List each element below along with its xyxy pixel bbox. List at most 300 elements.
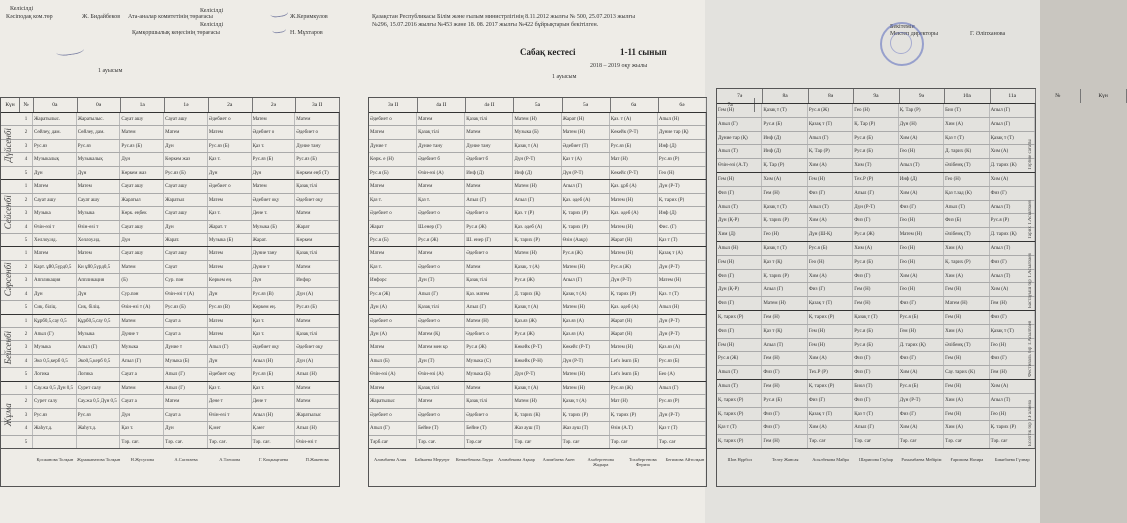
schedule-cell: Жаратыл: [164, 194, 208, 207]
schedule-cell: Әдебиет о: [417, 207, 465, 220]
schedule-cell: Тәр. сағ: [562, 436, 610, 449]
schedule-cell: Рус.я (Б): [899, 311, 944, 325]
schedule-cell: Гео (Н): [990, 339, 1035, 353]
schedule-cell: Тәр. сағ: [990, 435, 1035, 449]
schedule-cell: Рус.я (Ж): [513, 328, 561, 341]
schedule-cell: Гем (Н): [717, 104, 762, 118]
schedule-cell: Қазақ тілі: [295, 247, 339, 260]
schedule-cell: Биол (Т): [853, 380, 898, 394]
schedule-cell: Матем: [369, 247, 417, 260]
schedule-cell: Матем (Н): [562, 368, 610, 381]
approved-label: Бекітемін: [890, 24, 915, 30]
schedule-cell: Дүн (Р-Т): [513, 368, 561, 381]
schedule-cell: Дүн (Т): [417, 274, 465, 287]
schedule-row: [1, 314, 339, 328]
lesson-number: 4: [19, 288, 33, 301]
schedule-cell: Логика: [33, 368, 77, 381]
schedule-cell: Әдебиет о: [369, 113, 417, 126]
schedule-cell: Матем (Н): [513, 180, 561, 193]
teacher-row: [369, 448, 706, 487]
teacher-row: [1, 448, 339, 487]
schedule-row: [1, 166, 339, 180]
schedule-cell: Гео (Н): [899, 256, 944, 270]
schedule-cell: Хим (А): [853, 242, 898, 256]
schedule-row: [1, 246, 339, 260]
schedule-cell: Қаз. ұрб (А): [610, 180, 658, 193]
schedule-grades: 1-11 сынып: [620, 47, 667, 57]
schedule-cell: Матем: [77, 180, 121, 193]
schedule-cell: Рус.я (Б): [369, 234, 417, 247]
schedule-cell: Қазақ т (Т): [762, 201, 807, 215]
schedule-cell: Гем (Н): [944, 311, 989, 325]
schedule-row: [369, 152, 706, 166]
schedule-cell: Көкейс (Р-Т): [610, 167, 658, 180]
mid-signature: [269, 6, 288, 18]
schedule-cell: Дүн (Ш-Қ): [808, 228, 853, 242]
schedule-cell: Сау. тарих (К): [944, 366, 989, 380]
schedule-cell: Сауат ашу: [33, 194, 77, 207]
schedule-cell: Қазақ. т (А): [513, 261, 561, 274]
schedule-cell: Өзін-өзі (А): [369, 368, 417, 381]
schedule-cell: Дүние т: [164, 341, 208, 354]
column-header: 3а II: [295, 98, 340, 112]
schedule-cell: Әдебиет о: [369, 409, 417, 422]
schedule-cell: Матем: [465, 180, 513, 193]
lesson-number: 2: [19, 126, 33, 139]
schedule-cell: Хим (А): [990, 283, 1035, 297]
schedule-cell: Қ.мег: [208, 422, 252, 435]
schedule-cell: Гем (Н): [808, 173, 853, 187]
schedule-cell: Әдебиет о: [208, 180, 252, 193]
schedule-cell: Қаз т.зад (К): [944, 187, 989, 201]
schedule-cell: Тәр.сағ: [465, 436, 513, 449]
schedule-row: [369, 421, 706, 435]
schedule-cell: Гем (Н): [899, 325, 944, 339]
schedule-cell: Дене т.: [252, 207, 296, 220]
schedule-cell: Рус.я (Ж): [369, 288, 417, 301]
schedule-cell: Қ. тарих (Р): [717, 311, 762, 325]
schedule-cell: Тәр. сағ: [610, 436, 658, 449]
schedule-row: [1, 354, 339, 368]
schedule-cell: Тех.Р (Р): [853, 173, 898, 187]
schedule-cell: Апыл (Г): [77, 341, 121, 354]
schedule-cell: Музыка (Б): [208, 234, 252, 247]
column-header: 8а: [762, 89, 808, 103]
order-line-2: №296, 15.07.2016 жылғы №453 және 18. 08. 2017 жылғы №422 бұйрықтарын бекітілген.: [372, 22, 599, 28]
schedule-cell: Сурет салу: [77, 382, 121, 395]
schedule-row: [1, 179, 339, 193]
schedule-cell: Рус.я (Б): [853, 339, 898, 353]
schedule-row: [369, 287, 706, 301]
mid-agreed-name-2: Н. Мұхтаров: [290, 30, 323, 36]
schedule-cell: Көкейс (Р-Т): [562, 341, 610, 354]
schedule-cell: Матем мен кр: [417, 341, 465, 354]
schedule-cell: Матем: [208, 247, 252, 260]
schedule-cell: Қаз. әдеб (А): [562, 194, 610, 207]
schedule-row: [1, 300, 339, 314]
schedule-cell: Рус.яз (Р): [658, 395, 706, 408]
schedule-cell: Гем (Н): [762, 187, 807, 201]
schedule-cell: Көркем ең.: [252, 301, 296, 314]
schedule-cell: Жаратылыс: [369, 395, 417, 408]
schedule-row: [1, 139, 339, 153]
schedule-cell: Матем: [208, 315, 252, 328]
schedule-cell: Қазақ тілі: [417, 301, 465, 314]
schedule-row: [369, 233, 706, 247]
schedule-cell: Қаз. әдеб (А): [513, 221, 561, 234]
schedule-cell: Хим (А): [990, 145, 1035, 159]
schedule-cell: Қаз.яз (А): [658, 341, 706, 354]
schedule-cell: Матем: [164, 395, 208, 408]
schedule-cell: Қазақ тілі: [417, 126, 465, 139]
schedule-cell: Дүн (А): [369, 328, 417, 341]
schedule-row: [717, 117, 1035, 132]
schedule-cell: Апыл (Б): [369, 355, 417, 368]
schedule-cell: Физ (Г): [808, 283, 853, 297]
schedule-cell: Жарат (Н): [610, 328, 658, 341]
schedule-cell: Қазақ т (Т): [853, 311, 898, 325]
schedule-cell: Матем: [465, 126, 513, 139]
schedule-cell: Дүние тану: [252, 247, 296, 260]
schedule-cell: Көрк. еңбек: [120, 207, 164, 220]
schedule-cell: Қаз т (Қ): [762, 256, 807, 270]
schedule-cell: Дүн (Р-Т): [562, 355, 610, 368]
schedule-cell: Физ (Г): [808, 394, 853, 408]
schedule-cell: Музыка: [77, 207, 121, 220]
schedule-cell: Жарат. т: [208, 221, 252, 234]
schedule-cell: Гем (Н): [944, 408, 989, 422]
schedule-cell: Гео (Н): [762, 228, 807, 242]
schedule-cell: Музыка (Б): [513, 126, 561, 139]
schedule-cell: Қаз.яз (А): [562, 315, 610, 328]
schedule-cell: Әдебиет о: [208, 113, 252, 126]
schedule-cell: Рус.я (Б): [369, 167, 417, 180]
schedule-cell: Матем (Н): [658, 274, 706, 287]
schedule-cell: Жарат (Н): [610, 234, 658, 247]
schedule-cell: Әдебиет о: [417, 261, 465, 274]
schedule-cell: Сөйлеу, дам.: [77, 126, 121, 139]
schedule-row: [369, 273, 706, 287]
schedule-cell: Қаз т (Т): [853, 408, 898, 422]
schedule-row: [1, 367, 339, 381]
day-label: Сейсенбі: [3, 195, 13, 230]
schedule-cell: Қ.мег: [252, 422, 296, 435]
schedule-cell: Музыка: [33, 341, 77, 354]
schedule-cell: Хим (А): [944, 394, 989, 408]
column-header: 11а: [990, 89, 1036, 103]
schedule-cell: Жарат.: [252, 234, 296, 247]
schedule-cell: Қазақ т (Т): [990, 132, 1035, 146]
column-header: 5а: [513, 98, 562, 112]
teacher-name: Ғарипова Назира: [950, 457, 984, 462]
schedule-cell: Қ. тарих (Р): [658, 194, 706, 207]
schedule-cell: Музыка (Б): [252, 221, 296, 234]
schedule-cell: Рус.яз (Б): [120, 140, 164, 153]
schedule-cell: Дүн (Р-Т): [899, 394, 944, 408]
schedule-cell: Рус.я (Б): [853, 145, 898, 159]
schedule-cell: Матем: [33, 180, 77, 193]
schedule-cell: Матем: [417, 395, 465, 408]
schedule-cell: Хим (А): [899, 421, 944, 435]
schedule-cell: Сауат а: [120, 395, 164, 408]
schedule-cell: Рус.яз (Ж): [610, 382, 658, 395]
schedule-cell: Қ. тарих (Р): [610, 409, 658, 422]
schedule-cell: Әдебиет о: [465, 409, 513, 422]
schedule-row: [369, 408, 706, 422]
schedule-row: [717, 103, 1035, 118]
schedule-cell: Рус.я (Ж): [513, 274, 561, 287]
approved-role: Мектеп директоры: [890, 31, 939, 37]
left-agreed-role: Кәсіподақ ком.төр: [6, 14, 53, 20]
schedule-cell: Сауат ашу: [120, 221, 164, 234]
schedule-cell: Қаз.яз (А): [562, 328, 610, 341]
column-header: 4а II: [417, 98, 466, 112]
column-header: 6ә: [658, 98, 707, 112]
schedule-row: [369, 300, 706, 314]
schedule-cell: Тәр. сағ: [944, 435, 989, 449]
schedule-cell: Сиқ. біліц.: [33, 301, 77, 314]
schedule-cell: Апыл (Г): [853, 421, 898, 435]
schedule-cell: Қаз. әдеб (А): [610, 301, 658, 314]
schedule-cell: Қ. тарих (К): [513, 409, 561, 422]
schedule-row: [717, 365, 1035, 380]
schedule-cell: Эко 0,5,керб 0,5: [33, 355, 77, 368]
schedule-cell: Апыл (Г): [853, 187, 898, 201]
schedule-cell: Гем (Н): [762, 435, 807, 449]
schedule-cell: Дүн: [33, 167, 77, 180]
schedule-cell: Гем (Н): [808, 339, 853, 353]
schedule-cell: Матем (Н): [762, 297, 807, 311]
schedule-cell: Қаз т.: [417, 194, 465, 207]
schedule-cell: Тәр. сағ: [658, 436, 706, 449]
column-header: 8ә: [808, 89, 854, 103]
schedule-cell: Апыл (Г): [208, 341, 252, 354]
schedule-cell: Қаз. т (А): [610, 113, 658, 126]
schedule-cell: Қ. тарих (Р): [808, 311, 853, 325]
schedule-cell: Көрк. е (Н): [369, 153, 417, 166]
schedule-cell: Құрб0,5,сау 0,5: [77, 315, 121, 328]
schedule-cell: Апыл (Т): [717, 380, 762, 394]
schedule-cell: Апыл (Г): [562, 274, 610, 287]
teacher-name: А.Сагатаева: [174, 457, 198, 462]
schedule-cell: Апыл (Н): [252, 409, 296, 422]
schedule-cell: Let's learn (Б): [610, 355, 658, 368]
schedule-cell: Рус.я (Ж): [562, 247, 610, 260]
left-agreed-name: Ж. Бидайбеков: [82, 14, 121, 20]
schedule-cell: Қаз т.: [252, 382, 296, 395]
schedule-cell: Хеллоу.ид.: [77, 234, 121, 247]
schedule-cell: Апыл (Т): [944, 201, 989, 215]
schedule-cell: Дүн: [33, 288, 77, 301]
schedule-row: [1, 435, 339, 449]
schedule-cell: Апыл (Г): [164, 368, 208, 381]
schedule-cell: Матем: [77, 247, 121, 260]
schedule-cell: Физ (Г): [853, 270, 898, 284]
schedule-cell: Дүние тар (Қ): [658, 126, 706, 139]
schedule-cell: Гео (Н): [899, 145, 944, 159]
schedule-cell: Көркем жаз: [120, 167, 164, 180]
column-header: 2а: [208, 98, 253, 112]
schedule-cell: Апыл (Т): [990, 270, 1035, 284]
schedule-cell: Хим (А): [899, 187, 944, 201]
schedule-cell: Жаратылыс: [295, 409, 339, 422]
side-note: Фестиваль бір Т.Асылбаев: [1028, 320, 1033, 377]
schedule-cell: Матем (Н): [513, 247, 561, 260]
schedule-cell: Қаз т (Т): [944, 132, 989, 146]
column-header: 3ә II: [369, 98, 418, 112]
schedule-cell: Физ (Г): [762, 421, 807, 435]
schedule-cell: Дүн: [208, 288, 252, 301]
schedule-cell: Жарат: [295, 221, 339, 234]
schedule-cell: (Б): [120, 274, 164, 287]
lesson-number: 5: [19, 301, 33, 314]
schedule-cell: Фис. (Г): [658, 221, 706, 234]
schedule-cell: Ки ұй0,5үрд0,5: [77, 261, 121, 274]
schedule-cell: Қ. тарих (Р): [513, 234, 561, 247]
schedule-cell: Өзін-өзі (А.Т): [717, 159, 762, 173]
schedule-cell: Матем (Н): [899, 228, 944, 242]
schedule-row: [717, 296, 1035, 311]
schedule-cell: Қ. тарих (Р): [717, 408, 762, 422]
schedule-cell: Қазақ тілі: [465, 274, 513, 287]
schedule-cell: Рус.яз (В): [252, 288, 296, 301]
schedule-row: [1, 125, 339, 139]
schedule-cell: Әдебиет оқу: [208, 368, 252, 381]
schedule-cell: Сур. пән: [164, 274, 208, 287]
schedule-row: [369, 206, 706, 220]
schedule-cell: Өзін-өзі т (А): [120, 301, 164, 314]
schedule-cell: Физ (Г): [990, 256, 1035, 270]
schedule-cell: Матем: [120, 261, 164, 274]
schedule-cell: Физ (Г): [808, 187, 853, 201]
lesson-number: 3: [19, 140, 33, 153]
schedule-cell: Гем (Н): [762, 352, 807, 366]
schedule-cell: Көркем: [295, 234, 339, 247]
schedule-cell: Хим (Т): [853, 159, 898, 173]
schedule-cell: Матем: [208, 328, 252, 341]
schedule-cell: Матем: [417, 247, 465, 260]
schedule-cell: Музыкалық: [77, 153, 121, 166]
schedule-cell: Хеллоу.ид.: [33, 234, 77, 247]
schedule-cell: Қаз т.: [208, 207, 252, 220]
lesson-number: 5: [19, 234, 33, 247]
schedule-cell: Матем: [120, 126, 164, 139]
schedule-cell: Қаз т (А): [562, 153, 610, 166]
schedule-cell: Дүн: [252, 167, 296, 180]
schedule-cell: Жарат (Н): [610, 315, 658, 328]
teacher-name: Бегимова Айтолқын: [665, 457, 705, 462]
column-header: Күн: [1080, 89, 1126, 103]
schedule-cell: Дүние тану: [417, 140, 465, 153]
schedule-cell: Апыл (Н): [717, 242, 762, 256]
schedule-cell: Әдебиет о: [252, 126, 296, 139]
schedule-cell: Тәр. сағ: [853, 435, 898, 449]
schedule-cell: Дүн: [208, 167, 252, 180]
schedule-row: [1, 112, 339, 126]
schedule-cell: Гео (Н): [990, 408, 1035, 422]
teacher-name: П.Жакенова: [305, 457, 329, 462]
schedule-cell: Физ (Г): [853, 352, 898, 366]
column-header: №: [19, 98, 34, 112]
schedule-cell: Апыл (Г): [33, 328, 77, 341]
schedule-grid-right: [716, 88, 1108, 487]
teacher-name: Шов Нұрбол: [727, 457, 752, 462]
schedule-cell: Қазақ т (Т): [808, 118, 853, 132]
schedule-cell: Сауат: [164, 261, 208, 274]
schedule-cell: Әдебиет б: [417, 153, 465, 166]
schedule-cell: Апыл (Н): [658, 301, 706, 314]
schedule-cell: Апыл (Т): [717, 201, 762, 215]
schedule-cell: Қаз т.: [369, 194, 417, 207]
lesson-number: 2: [19, 194, 33, 207]
schedule-row: [717, 269, 1035, 284]
schedule-cell: Физ (Г): [717, 187, 762, 201]
schedule-cell: Қазақ т (Т): [762, 242, 807, 256]
side-note: Тарих Т.Асылбаев: [1028, 200, 1033, 239]
schedule-row: [1, 421, 339, 435]
schedule-cell: Физ (Г): [899, 352, 944, 366]
schedule-cell: Апыл (Г): [562, 180, 610, 193]
column-header: 2ә: [252, 98, 297, 112]
column-header: 4ә II: [465, 98, 514, 112]
schedule-cell: Қазақ тілі: [465, 395, 513, 408]
column-header: 5ә: [562, 98, 611, 112]
lesson-number: 5: [19, 368, 33, 381]
schedule-row: [369, 125, 706, 139]
column-header: 1а: [120, 98, 165, 112]
schedule-cell: Дүние т: [369, 140, 417, 153]
schedule-cell: Дүние т: [120, 328, 164, 341]
schedule-cell: Матем (Н): [562, 301, 610, 314]
schedule-cell: Қаз т.: [252, 140, 296, 153]
schedule-cell: Өзін-өзі (А): [417, 167, 465, 180]
schedule-cell: Қ. Тар (Р): [853, 118, 898, 132]
schedule-cell: Матем (Н): [610, 194, 658, 207]
schedule-row: [1, 206, 339, 220]
schedule-row: [1, 327, 339, 341]
schedule-cell: Апыл (Г): [164, 382, 208, 395]
schedule-cell: Қазақ т (Т): [808, 408, 853, 422]
schedule-cell: Көкейк (Р-Т): [513, 341, 561, 354]
schedule-cell: Матем (Н): [610, 341, 658, 354]
schedule-cell: Сур.пән: [120, 288, 164, 301]
schedule-cell: Матем: [295, 261, 339, 274]
column-header: 7ә: [717, 89, 763, 103]
schedule-cell: Инф (Д): [513, 167, 561, 180]
schedule-cell: Қазақ тілі: [295, 180, 339, 193]
teacher-name: Бикибаева Гүлнар: [994, 457, 1030, 462]
schedule-cell: Апыл (Т): [717, 145, 762, 159]
schedule-cell: Сауат а: [120, 368, 164, 381]
schedule-cell: Дене т: [208, 395, 252, 408]
schedule-cell: Апыл (Т): [808, 201, 853, 215]
schedule-cell: Тәр. сағ.: [252, 436, 296, 449]
schedule-cell: Апыл (Т): [717, 366, 762, 380]
column-header: 0ә: [77, 98, 122, 112]
schedule-cell: Қазақ тілі: [295, 328, 339, 341]
schedule-cell: Өзін-өзі т: [77, 221, 121, 234]
schedule-cell: Қаз. әдеб (А): [610, 207, 658, 220]
schedule-cell: Жаз ауш (Т): [513, 422, 561, 435]
schedule-cell: Дүн: [120, 234, 164, 247]
schedule-cell: Сөйлеу, дам.: [33, 126, 77, 139]
schedule-cell: Рус.яз (Б): [252, 368, 296, 381]
schedule-cell: Тәрб.сағ: [369, 436, 417, 449]
schedule-cell: Апыл (Н): [252, 355, 296, 368]
schedule-cell: Музыкалық: [33, 153, 77, 166]
schedule-cell: Дүние тар (Қ): [717, 132, 762, 146]
schedule-cell: Әдебиет оқу: [295, 341, 339, 354]
